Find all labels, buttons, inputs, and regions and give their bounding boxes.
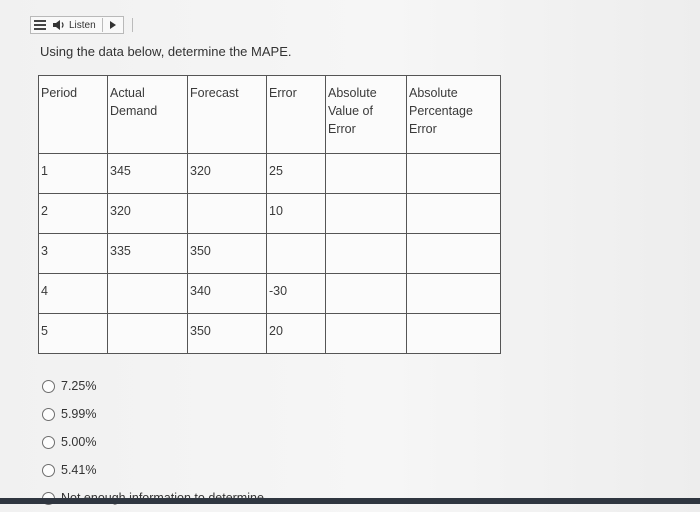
header-period: Period bbox=[39, 76, 108, 154]
table-cell: 320 bbox=[188, 154, 267, 194]
option-4[interactable] bbox=[42, 456, 264, 484]
table-cell bbox=[188, 194, 267, 234]
table-cell: 1 bbox=[39, 154, 108, 194]
header-actual-demand: Actual Demand bbox=[108, 76, 188, 154]
header-forecast: Forecast bbox=[188, 76, 267, 154]
table-cell: 4 bbox=[39, 274, 108, 314]
table-cell bbox=[407, 234, 501, 274]
toolbar-divider bbox=[132, 18, 133, 32]
play-icon[interactable] bbox=[109, 20, 117, 30]
table-cell: 20 bbox=[267, 314, 326, 354]
question-text: Using the data below, determine the MAPE. bbox=[40, 44, 292, 59]
read-aloud-toolbar bbox=[30, 16, 133, 34]
table-cell: 335 bbox=[108, 234, 188, 274]
option-label: 7.25% bbox=[61, 379, 97, 393]
option-label: 5.00% bbox=[61, 435, 97, 449]
table-cell: 350 bbox=[188, 314, 267, 354]
radio-button[interactable] bbox=[42, 464, 55, 477]
toolbar-divider bbox=[102, 18, 103, 32]
option-1[interactable] bbox=[42, 372, 264, 400]
table-cell bbox=[407, 154, 501, 194]
table-cell: 10 bbox=[267, 194, 326, 234]
header-error: Error bbox=[267, 76, 326, 154]
toolbar-container bbox=[30, 16, 124, 34]
radio-button[interactable] bbox=[42, 408, 55, 421]
data-table bbox=[38, 75, 501, 354]
table-row bbox=[39, 234, 501, 274]
table-cell bbox=[326, 274, 407, 314]
table-row bbox=[39, 314, 501, 354]
menu-icon[interactable] bbox=[34, 20, 46, 30]
table-row bbox=[39, 274, 501, 314]
header-absolute-value-of-error: Absolute Value of Error bbox=[326, 76, 407, 154]
table-row bbox=[39, 154, 501, 194]
speaker-icon[interactable] bbox=[52, 19, 66, 31]
table-cell: 2 bbox=[39, 194, 108, 234]
bottom-bar bbox=[0, 498, 700, 504]
table-cell: 3 bbox=[39, 234, 108, 274]
radio-button[interactable] bbox=[42, 436, 55, 449]
table-cell bbox=[108, 314, 188, 354]
table-cell: 345 bbox=[108, 154, 188, 194]
table-cell bbox=[108, 274, 188, 314]
table-cell bbox=[407, 194, 501, 234]
table-cell bbox=[326, 314, 407, 354]
table-header-row bbox=[39, 76, 501, 154]
table-cell bbox=[407, 314, 501, 354]
table-cell bbox=[326, 234, 407, 274]
listen-button[interactable]: Listen bbox=[69, 19, 96, 31]
answer-options bbox=[42, 372, 264, 512]
radio-button[interactable] bbox=[42, 380, 55, 393]
table-cell bbox=[407, 274, 501, 314]
table-cell: -30 bbox=[267, 274, 326, 314]
option-label: 5.99% bbox=[61, 407, 97, 421]
table-cell bbox=[267, 234, 326, 274]
table-cell: 320 bbox=[108, 194, 188, 234]
table-cell: 5 bbox=[39, 314, 108, 354]
option-2[interactable] bbox=[42, 400, 264, 428]
option-label: 5.41% bbox=[61, 463, 97, 477]
option-3[interactable] bbox=[42, 428, 264, 456]
table-cell: 350 bbox=[188, 234, 267, 274]
table-row bbox=[39, 194, 501, 234]
table-cell bbox=[326, 194, 407, 234]
table-cell: 25 bbox=[267, 154, 326, 194]
table-cell bbox=[326, 154, 407, 194]
header-absolute-percentage-error: Absolute Percentage Error bbox=[407, 76, 501, 154]
table-cell: 340 bbox=[188, 274, 267, 314]
